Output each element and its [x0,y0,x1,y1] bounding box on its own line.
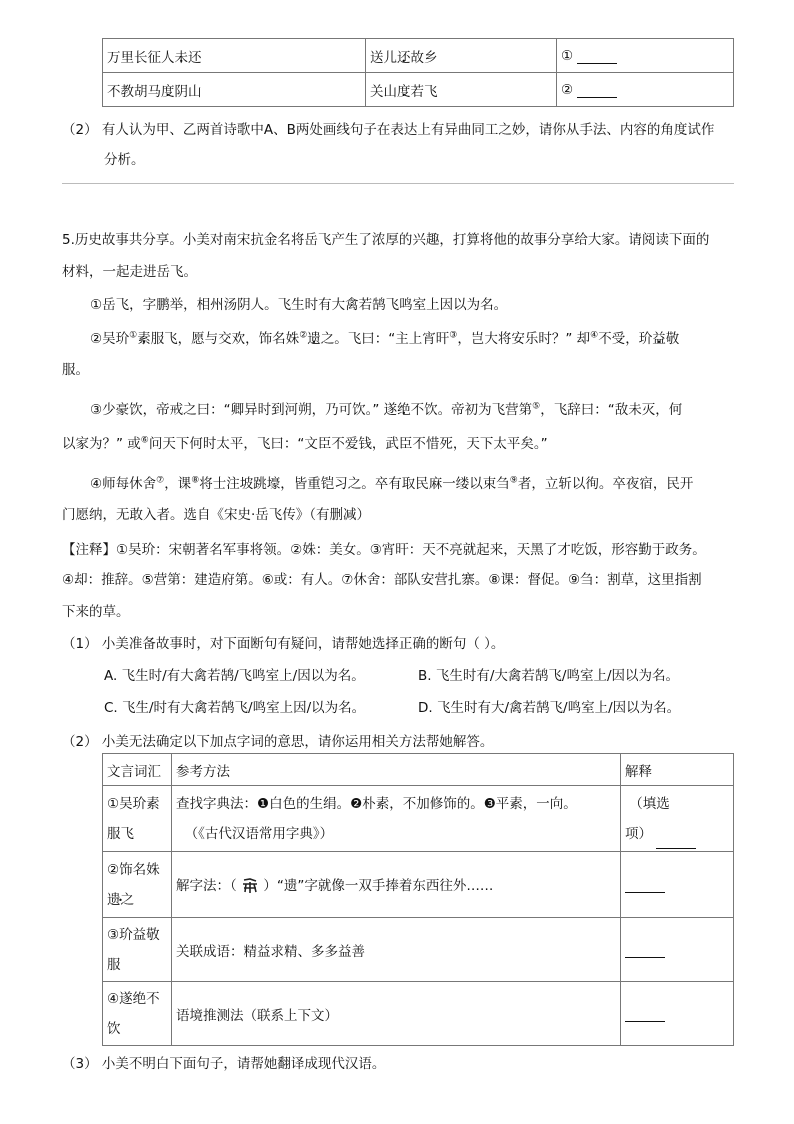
method-cell: 解字法：（ ）“遗”字就像一双手捧着东西往外…… [172,852,621,918]
question-5-intro-cont: 材料，一起走进岳飞。 [62,264,197,280]
passage-paragraph-1: ①岳飞，字鹏举，相州汤阴人。飞生时有大禽若鹄飞鸣室上因以为名。 [90,297,508,313]
option-a[interactable]: A. 飞生时/有大禽若鹄/飞鸣室上/因以为名。 [104,668,365,684]
answer-cell [621,982,734,1046]
method-table [102,753,734,1046]
answer-cell: ① [557,39,734,73]
emphasis-char: 还 [397,49,411,66]
method-cell: 查找字典法：❶白色的生绢。❷朴素，不加修饰的。❸平素，一向。 （《古代汉语常用字典》） [172,786,621,852]
table-cell: 不教胡马度阴山 [103,73,366,107]
emphasis-char: 度 [161,83,175,100]
emphasis-char: 未 [174,49,188,66]
answer-blank[interactable] [625,1008,665,1022]
question-5-intro: 5.历史故事共分享。小美对南宋抗金名将岳飞产生了浓厚的兴趣，打算将他的故事分享给大家。请阅读下面的 [62,232,710,248]
method-cell: 语境推测法（联系上下文） [172,982,621,1046]
word-cell: ④遂绝不 饮 [103,982,172,1046]
passage-paragraph-4-cont: 门愿纳，无敢入者。选自《宋史·岳飞传》（有删减） [62,507,371,523]
header-cell: 文言词汇 [103,754,172,786]
method-cell: 关联成语：精益求精、多多益善 [172,918,621,982]
answer-cell: ② [557,73,734,107]
option-c[interactable]: C. 飞生/时有大禽若鹄飞/鸣室上因/以为名。 [104,700,366,716]
header-cell: 参考方法 [172,754,621,786]
option-b[interactable]: B. 飞生时有/大禽若鹄飞/鸣室上/因以为名。 [418,668,679,684]
question-4-2-cont: 分析。 [104,152,145,168]
answer-blank[interactable] [656,835,696,849]
table-cell: 关山度若飞 [366,73,557,107]
question-4-2: （2） 有人认为甲、乙两首诗歌中A、B两处画线句子在表达上有异曲同工之妙，请你从手法、内容的角度试作 [62,122,715,138]
passage-paragraph-4: ④师每休舍⑦，课⑧将士注坡跳壕，皆重铠习之。卒有取民麻一缕以束刍⑨者，立斩以徇。卒夜宿，民开 [90,475,694,492]
notes-line-1: 【注释】①吴玠：宋朝著名军事将领。②姝：美女。③宵旰：天不亮就起来，天黑了才吃饭，形容勤于政务。 [62,542,706,558]
word-cell: ①吴玠素 服飞 [103,786,172,852]
header-cell: 解释 [621,754,734,786]
answer-cell: （填选 项） [621,786,734,852]
question-5-3: （3） 小美不明白下面句子，请帮她翻译成现代汉语。 [62,1056,386,1072]
emphasis-char: 度 [397,83,411,100]
passage-paragraph-3: ③少豪饮，帝戒之曰：“卿异时到河朔，乃可饮。” 遂绝不饮。帝初为飞营第⑤，飞辞曰：“敌未灭，何 [90,401,683,418]
ancient-glyph-icon [241,877,259,895]
answer-cell [621,852,734,918]
question-5-2: （2） 小美无法确定以下加点字词的意思，请你运用相关方法帮她解答。 [62,734,494,750]
answer-cell [621,918,734,982]
notes-line-2: ④却：推辞。⑤营第：建造府第。⑥或：有人。⑦休舍：部队安营扎寨。⑧课：督促。⑨刍：割草，这里指割 [62,572,702,588]
table-cell: 万里长征人未还 [103,39,366,73]
word-cell: ③玠益敬 服 [103,918,172,982]
section-divider [62,183,734,184]
passage-paragraph-2-cont: 服。 [62,362,89,378]
answer-blank[interactable] [625,944,665,958]
table-cell: 送儿还故乡 [366,39,557,73]
question-5-1: （1） 小美准备故事时，对下面断句有疑问，请帮她选择正确的断句（ ）。 [62,636,505,652]
word-cell: ②饰名姝 遗之 • [103,852,172,918]
notes-line-3: 下来的草。 [62,604,130,620]
answer-blank[interactable] [625,879,665,893]
answer-blank[interactable] [577,50,617,64]
passage-paragraph-3-cont: 以家为？” 或⑥问天下何时太平，飞曰：“文臣不爱钱，武臣不惜死，天下太平矣。” [62,435,548,452]
option-d[interactable]: D. 飞生时有大/禽若鹄飞/鸣室上/因以为名。 [418,700,681,716]
answer-blank[interactable] [577,84,617,98]
poem-compare-table [102,38,734,107]
passage-paragraph-2: ②吴玠①素服飞，愿与交欢，饰名姝②遗之。飞曰：“主上宵旰③，岂大将安乐时？” 却④不受，玠益敬 [90,330,680,347]
